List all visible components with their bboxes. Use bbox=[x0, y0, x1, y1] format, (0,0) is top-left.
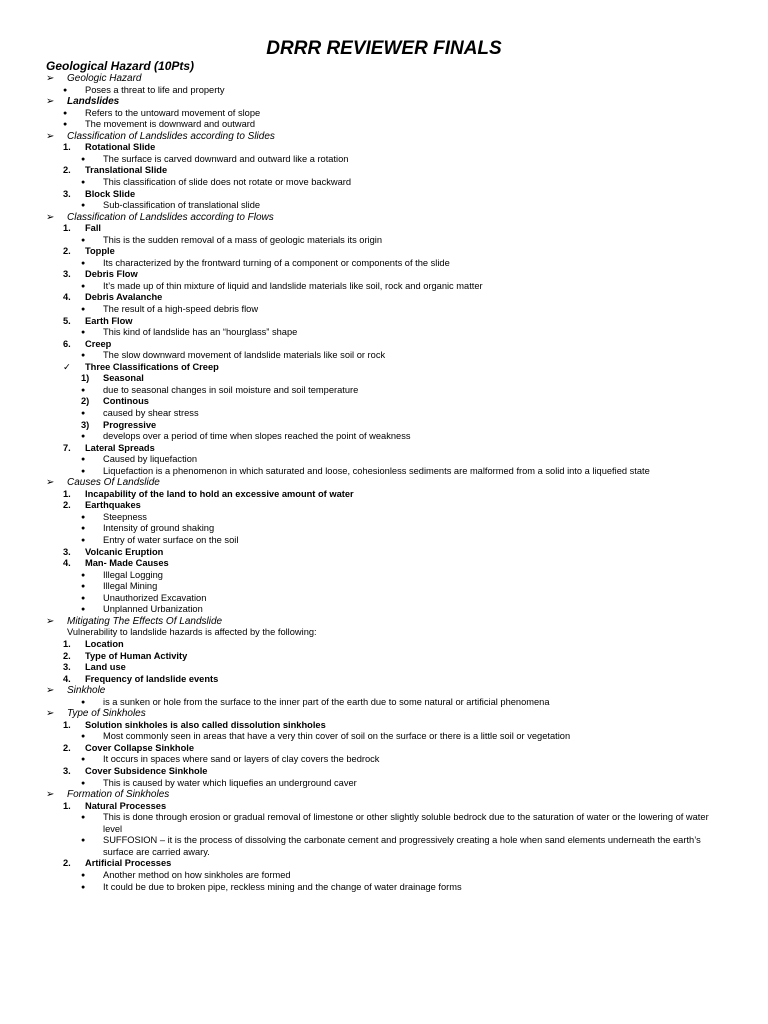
item-text: Debris Flow bbox=[85, 269, 138, 280]
list-item bbox=[63, 84, 225, 97]
item-text: Cover Collapse Sinkhole bbox=[85, 742, 195, 753]
bullet-marker-icon: ● bbox=[63, 86, 68, 94]
check-marker-icon: ✓ bbox=[63, 361, 71, 372]
item-text: The result of a high-speed debris flow bbox=[103, 304, 259, 314]
item-text: caused by shear stress bbox=[103, 407, 199, 418]
bullet-marker-icon: ● bbox=[81, 409, 86, 417]
list-item bbox=[81, 350, 386, 362]
item-text: Illegal Logging bbox=[103, 569, 163, 580]
list-item bbox=[81, 535, 239, 547]
section-heading bbox=[46, 789, 170, 801]
list-number: 2. bbox=[63, 165, 71, 176]
list-number: 1. bbox=[63, 800, 71, 811]
list-item bbox=[81, 869, 291, 882]
list-item bbox=[81, 153, 349, 166]
item-text: Natural Processes bbox=[85, 800, 167, 811]
item-text: Landslides bbox=[67, 96, 120, 108]
list-number: 2. bbox=[63, 650, 71, 661]
list-item bbox=[81, 881, 462, 894]
list-item bbox=[81, 234, 383, 247]
bullet-marker-icon: ● bbox=[81, 571, 86, 579]
item-text: Topple bbox=[85, 246, 115, 257]
arrow-marker-icon: ➢ bbox=[46, 615, 55, 627]
list-item bbox=[63, 558, 169, 570]
item-text: Earthquakes bbox=[85, 500, 141, 511]
list-item bbox=[63, 246, 115, 258]
item-text: Incapability of the land to hold an excessive amount of water bbox=[85, 488, 354, 499]
list-item bbox=[63, 188, 136, 201]
list-item bbox=[81, 407, 199, 420]
item-text: is a sunken or hole from the surface to the inner part of the earth due to some natural or artificial phenomena bbox=[103, 696, 550, 707]
bullet-marker-icon: ● bbox=[81, 733, 86, 741]
arrow-marker-icon: ➢ bbox=[46, 211, 55, 223]
list-item bbox=[63, 223, 102, 235]
item-text: Type of Human Activity bbox=[85, 650, 188, 661]
item-text: Earth Flow bbox=[85, 315, 133, 326]
item-text: Sub-classification of translational slide bbox=[103, 200, 261, 211]
bullet-marker-icon: ● bbox=[81, 259, 86, 267]
bullet-marker-icon: ● bbox=[81, 202, 86, 210]
arrow-marker-icon: ➢ bbox=[46, 130, 55, 142]
list-item bbox=[63, 142, 156, 154]
item-text: Frequency of landslide events bbox=[85, 673, 219, 684]
list-number: 3. bbox=[63, 269, 71, 280]
bullet-marker-icon: ● bbox=[81, 236, 86, 244]
bullet-marker-icon: ● bbox=[81, 155, 86, 163]
list-item bbox=[81, 604, 203, 616]
bullet-marker-icon: ● bbox=[81, 467, 86, 475]
item-text: The movement is downward and outward bbox=[85, 119, 256, 130]
bullet-marker-icon: ● bbox=[63, 109, 68, 117]
arrow-marker-icon: ➢ bbox=[46, 789, 55, 801]
list-item bbox=[81, 373, 144, 385]
item-text: Three Classifications of Creep bbox=[85, 361, 219, 372]
item-text: Intensity of ground shaking bbox=[103, 523, 215, 534]
list-item bbox=[81, 396, 149, 408]
section-heading bbox=[46, 73, 142, 85]
item-text: Most commonly seen in areas that have a very thin cover of soil on the surface or there is a little soil or vegetation bbox=[103, 731, 571, 742]
bullet-marker-icon: ● bbox=[81, 352, 86, 360]
item-text: due to seasonal changes in soil moisture and soil temperature bbox=[103, 384, 359, 395]
list-item bbox=[63, 546, 164, 559]
bullet-marker-icon: ● bbox=[81, 306, 86, 313]
item-text: This classification of slide does not rotate or move backward bbox=[103, 176, 352, 187]
list-item bbox=[81, 257, 450, 270]
section-heading bbox=[46, 211, 274, 224]
list-item bbox=[63, 338, 112, 351]
item-text: Lateral Spreads bbox=[85, 442, 155, 453]
item-text: develops over a period of time when slopes reached the point of weakness bbox=[103, 431, 411, 442]
list-number: 3. bbox=[63, 546, 71, 557]
list-item bbox=[81, 812, 713, 835]
item-text: Another method on how sinkholes are formed bbox=[103, 869, 291, 880]
list-item bbox=[63, 673, 219, 686]
list-item bbox=[63, 500, 141, 512]
arrow-marker-icon: ➢ bbox=[46, 73, 55, 84]
item-text: Unauthorized Excavation bbox=[103, 592, 207, 603]
document-title: DRRR REVIEWER FINALS bbox=[266, 38, 502, 59]
list-number: 2. bbox=[63, 500, 71, 511]
item-text: It could be due to broken pipe, reckless mining and the change of water drainage forms bbox=[103, 881, 462, 892]
item-text: Land use bbox=[85, 662, 126, 673]
list-item bbox=[63, 107, 261, 120]
bullet-marker-icon: ● bbox=[81, 756, 86, 764]
list-item bbox=[81, 523, 215, 535]
list-item bbox=[81, 581, 158, 593]
bullet-marker-icon: ● bbox=[81, 583, 86, 591]
list-item bbox=[63, 800, 167, 813]
item-text: Vulnerability to landslide hazards is affected by the following: bbox=[67, 627, 317, 638]
list-item bbox=[81, 431, 411, 443]
item-text: This is done through erosion or gradual removal of limestone or other slightly soluble bedrock due to the saturation of water or the lowering of water level bbox=[103, 812, 709, 834]
item-text: Solution sinkholes is also called dissolution sinkholes bbox=[85, 719, 326, 730]
item-text: The slow downward movement of landslide materials like soil or rock bbox=[103, 350, 386, 361]
list-number: 5. bbox=[63, 315, 71, 326]
list-item bbox=[63, 858, 172, 870]
list-number: 7. bbox=[63, 442, 71, 453]
list-number: 4. bbox=[63, 558, 71, 569]
list-item bbox=[81, 176, 352, 189]
item-text: Unplanned Urbanization bbox=[103, 604, 203, 615]
arrow-marker-icon: ➢ bbox=[46, 708, 55, 720]
list-item bbox=[63, 315, 133, 328]
item-text: Rotational Slide bbox=[85, 142, 156, 153]
list-item bbox=[81, 777, 357, 790]
item-text: Poses a threat to life and property bbox=[85, 84, 225, 95]
list-item bbox=[81, 835, 713, 858]
list-item bbox=[63, 119, 256, 131]
list-number: 4. bbox=[63, 673, 71, 684]
item-text: Mitigating The Effects Of Landslide bbox=[67, 615, 223, 627]
list-item bbox=[63, 442, 155, 455]
list-number: 3. bbox=[63, 766, 71, 776]
bullet-marker-icon: ● bbox=[81, 456, 86, 464]
item-text: Liquefaction is a phenomenon in which saturated and loose, cohesionless sediments are malformed from a solid into a liquefied state bbox=[103, 465, 650, 476]
bullet-marker-icon: ● bbox=[81, 178, 86, 186]
list-item bbox=[63, 269, 138, 281]
item-text: Its characterized by the frontward turning of a component or components of the slide bbox=[103, 257, 450, 268]
list-number: 2. bbox=[63, 246, 71, 257]
list-item bbox=[63, 165, 168, 177]
item-text: Continous bbox=[103, 396, 149, 407]
item-text: This kind of landslide has an “hourglass” shape bbox=[103, 327, 298, 338]
list-number: 6. bbox=[63, 338, 71, 349]
item-text: Geologic Hazard bbox=[67, 73, 142, 84]
section-subtitle: Geological Hazard (10Pts) bbox=[46, 59, 195, 73]
item-text: Cover Subsidence Sinkhole bbox=[85, 766, 208, 776]
list-number: 2) bbox=[81, 396, 90, 407]
list-item bbox=[81, 280, 483, 293]
bullet-marker-icon: ● bbox=[81, 329, 86, 337]
bullet-marker-icon: ● bbox=[81, 594, 86, 602]
list-number: 1) bbox=[81, 373, 90, 384]
list-item bbox=[81, 454, 198, 466]
item-text: It occurs in spaces where sand or layers of clay covers the bedrock bbox=[103, 754, 380, 765]
list-item bbox=[81, 465, 650, 478]
item-text: Causes Of Landslide bbox=[67, 477, 160, 489]
arrow-marker-icon: ➢ bbox=[46, 96, 55, 108]
bullet-marker-icon: ● bbox=[81, 698, 86, 706]
list-item bbox=[81, 731, 571, 743]
section-heading bbox=[46, 708, 146, 720]
list-number: 4. bbox=[63, 292, 71, 303]
list-item bbox=[67, 627, 317, 639]
item-text: Classification of Landslides according to Slides bbox=[67, 130, 275, 142]
bullet-marker-icon: ● bbox=[81, 606, 86, 614]
bullet-marker-icon: ● bbox=[81, 779, 86, 787]
list-item bbox=[63, 361, 219, 374]
item-text: Illegal Mining bbox=[103, 581, 158, 592]
item-text: It’s made up of thin mixture of liquid and landslide materials like soil, rock and organic matter bbox=[103, 280, 483, 291]
item-text: Entry of water surface on the soil bbox=[103, 535, 239, 545]
item-text: SUFFOSION – it is the process of dissolving the carbonate cement and progressively creating a hole when sand elements underneath the earth’s surface are carried awary. bbox=[103, 835, 701, 857]
list-item bbox=[81, 200, 261, 212]
section-heading bbox=[46, 96, 120, 108]
bullet-marker-icon: ● bbox=[81, 282, 86, 290]
bullet-marker-icon: ● bbox=[81, 837, 86, 845]
item-text: Block Slide bbox=[85, 188, 136, 199]
section-heading bbox=[46, 477, 160, 489]
item-text: Caused by liquefaction bbox=[103, 454, 198, 465]
list-number: 3. bbox=[63, 188, 71, 199]
item-text: Sinkhole bbox=[67, 685, 106, 697]
list-number: 2. bbox=[63, 858, 71, 869]
list-item bbox=[63, 638, 124, 651]
list-item bbox=[63, 662, 126, 674]
bullet-marker-icon: ● bbox=[81, 814, 86, 822]
bullet-marker-icon: ● bbox=[81, 871, 86, 879]
bullet-marker-icon: ● bbox=[81, 883, 86, 891]
item-text: Steepness bbox=[103, 511, 147, 522]
item-text: This is the sudden removal of a mass of geologic materials its origin bbox=[103, 234, 383, 245]
bullet-marker-icon: ● bbox=[81, 513, 86, 521]
list-item bbox=[81, 419, 157, 432]
arrow-marker-icon: ➢ bbox=[46, 477, 55, 489]
bullet-marker-icon: ● bbox=[63, 121, 68, 129]
list-number: 1. bbox=[63, 142, 71, 153]
item-text: Man- Made Causes bbox=[85, 558, 169, 569]
item-text: Seasonal bbox=[103, 373, 144, 384]
list-item bbox=[63, 766, 208, 778]
arrow-marker-icon: ➢ bbox=[46, 685, 55, 697]
list-number: 1. bbox=[63, 488, 71, 499]
bullet-marker-icon: ● bbox=[81, 525, 86, 533]
item-text: This is caused by water which liquefies an underground caver bbox=[103, 777, 357, 788]
list-item bbox=[81, 569, 163, 582]
list-item bbox=[81, 384, 359, 397]
list-item bbox=[63, 488, 354, 501]
item-text: Volcanic Eruption bbox=[85, 546, 164, 557]
section-heading bbox=[46, 130, 275, 143]
bullet-marker-icon: ● bbox=[81, 537, 86, 544]
list-item bbox=[81, 754, 380, 766]
item-text: Fall bbox=[85, 223, 102, 234]
item-text: Creep bbox=[85, 338, 112, 349]
item-text: Artificial Processes bbox=[85, 858, 172, 869]
list-item bbox=[63, 742, 195, 755]
item-text: Type of Sinkholes bbox=[67, 708, 146, 720]
list-item bbox=[63, 650, 188, 663]
list-number: 1. bbox=[63, 638, 71, 649]
list-item bbox=[81, 511, 147, 524]
list-number: 1. bbox=[63, 223, 71, 234]
item-text: Refers to the untoward movement of slope bbox=[85, 107, 261, 118]
bullet-marker-icon: ● bbox=[81, 386, 86, 394]
list-number: 1. bbox=[63, 719, 71, 730]
list-item bbox=[81, 327, 298, 339]
list-item bbox=[63, 292, 163, 304]
item-text: Translational Slide bbox=[85, 165, 168, 176]
list-item bbox=[81, 304, 259, 316]
item-text: The surface is carved downward and outward like a rotation bbox=[103, 153, 349, 164]
section-heading bbox=[46, 615, 223, 628]
bullet-marker-icon: ● bbox=[81, 433, 86, 441]
item-text: Formation of Sinkholes bbox=[67, 789, 170, 801]
list-item bbox=[81, 696, 550, 709]
section-heading bbox=[46, 685, 106, 697]
item-text: Classification of Landslides according to Flows bbox=[67, 211, 274, 223]
list-number: 3. bbox=[63, 662, 71, 673]
list-number: 2. bbox=[63, 742, 71, 753]
list-number: 3) bbox=[81, 419, 90, 430]
item-text: Debris Avalanche bbox=[85, 292, 163, 303]
item-text: Location bbox=[85, 638, 124, 649]
list-item bbox=[81, 592, 207, 605]
item-text: Progressive bbox=[103, 419, 157, 430]
list-item bbox=[63, 719, 326, 732]
